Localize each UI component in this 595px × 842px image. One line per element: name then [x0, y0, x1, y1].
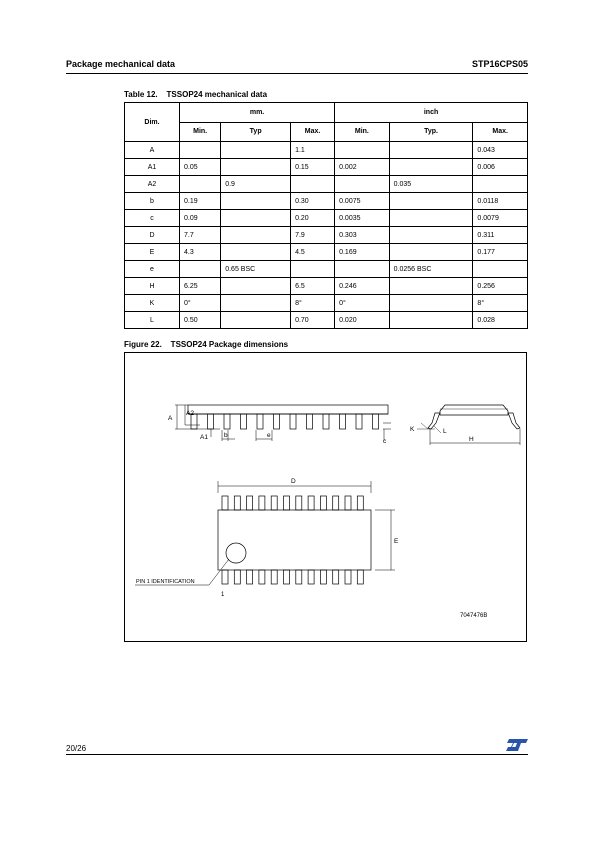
value-cell: 0.05 — [180, 159, 221, 176]
bottom-lead — [271, 570, 277, 584]
label-L: L — [443, 428, 447, 435]
value-cell — [221, 210, 291, 227]
side-lead — [224, 414, 230, 429]
value-cell: 0.002 — [335, 159, 390, 176]
bottom-lead — [308, 570, 314, 584]
table-row — [125, 244, 528, 261]
bottom-lead — [259, 570, 265, 584]
table-row — [125, 210, 528, 227]
value-cell — [389, 142, 473, 159]
table-row — [125, 227, 528, 244]
table-row — [125, 295, 528, 312]
bottom-lead — [333, 570, 339, 584]
value-cell — [221, 142, 291, 159]
value-cell: 4.3 — [180, 244, 221, 261]
pin-one-label: 1 — [221, 592, 225, 598]
dim-cell: A — [125, 142, 180, 159]
side-lead — [356, 414, 362, 429]
mechanical-data-table — [124, 102, 528, 329]
dim-cell: H — [125, 278, 180, 295]
value-cell — [221, 244, 291, 261]
table-row — [125, 278, 528, 295]
header-section-title: Package mechanical data — [66, 59, 176, 69]
value-cell — [389, 210, 473, 227]
value-cell: 7.7 — [180, 227, 221, 244]
value-cell — [221, 312, 291, 329]
side-lead — [257, 414, 263, 429]
top-lead — [333, 496, 339, 510]
value-cell: 0° — [335, 295, 390, 312]
value-cell: 0.0075 — [335, 193, 390, 210]
top-lead — [222, 496, 228, 510]
top-lead — [357, 496, 363, 510]
value-cell: 0.9 — [221, 176, 291, 193]
value-cell — [389, 159, 473, 176]
side-lead — [274, 414, 280, 429]
bottom-lead — [222, 570, 228, 584]
bottom-lead — [296, 570, 302, 584]
inch-max-header: Max. — [473, 122, 528, 142]
top-view — [135, 478, 487, 619]
value-cell: 6.5 — [291, 278, 335, 295]
value-cell: 0.303 — [335, 227, 390, 244]
value-cell: 7.9 — [291, 227, 335, 244]
end-view — [410, 405, 520, 445]
label-A: A — [168, 415, 173, 422]
value-cell: 0.028 — [473, 312, 528, 329]
value-cell — [221, 227, 291, 244]
label-c: c — [383, 438, 387, 445]
value-cell — [180, 261, 221, 278]
dim-cell: L — [125, 312, 180, 329]
label-H: H — [469, 436, 474, 443]
value-cell — [335, 142, 390, 159]
value-cell: 0° — [180, 295, 221, 312]
value-cell: 0.246 — [335, 278, 390, 295]
bottom-lead — [284, 570, 290, 584]
value-cell: 0.0118 — [473, 193, 528, 210]
top-lead — [284, 496, 290, 510]
dim-header: Dim. — [125, 103, 180, 142]
value-cell: 0.19 — [180, 193, 221, 210]
dim-cell: A1 — [125, 159, 180, 176]
side-lead — [373, 414, 379, 429]
inch-typ-header: Typ. — [389, 122, 473, 142]
dim-cell: D — [125, 227, 180, 244]
value-cell: 8° — [291, 295, 335, 312]
value-cell — [291, 261, 335, 278]
label-K: K — [410, 426, 415, 433]
mm-group-header: mm. — [180, 103, 335, 123]
value-cell: 4.5 — [291, 244, 335, 261]
top-lead — [308, 496, 314, 510]
dim-cell: b — [125, 193, 180, 210]
value-cell: 0.169 — [335, 244, 390, 261]
label-A1: A1 — [200, 434, 208, 441]
value-cell: 0.30 — [291, 193, 335, 210]
side-lead — [208, 414, 214, 429]
value-cell: 0.50 — [180, 312, 221, 329]
dim-cell: A2 — [125, 176, 180, 193]
bottom-lead — [234, 570, 240, 584]
table-row — [125, 142, 528, 159]
dim-cell: K — [125, 295, 180, 312]
value-cell: 0.0079 — [473, 210, 528, 227]
value-cell: 0.09 — [180, 210, 221, 227]
value-cell: 6.25 — [180, 278, 221, 295]
mm-max-header: Max. — [291, 122, 335, 142]
value-cell — [473, 261, 528, 278]
label-e: e — [267, 432, 271, 439]
page-number: 20/26 — [66, 744, 87, 753]
top-lead — [320, 496, 326, 510]
dim-cell: c — [125, 210, 180, 227]
value-cell — [389, 244, 473, 261]
bottom-lead — [345, 570, 351, 584]
drawing-number: 7047476B — [460, 613, 488, 619]
bottom-lead — [357, 570, 363, 584]
header-rule — [66, 73, 528, 74]
value-cell: 8° — [473, 295, 528, 312]
st-logo-icon — [505, 738, 529, 757]
value-cell — [180, 176, 221, 193]
value-cell — [291, 176, 335, 193]
value-cell: 1.1 — [291, 142, 335, 159]
dim-cell: E — [125, 244, 180, 261]
top-lead — [259, 496, 265, 510]
table-row — [125, 193, 528, 210]
table-caption: Table 12. TSSOP24 mechanical data — [124, 90, 268, 99]
top-lead — [234, 496, 240, 510]
value-cell: 0.043 — [473, 142, 528, 159]
value-cell — [221, 295, 291, 312]
value-cell — [389, 312, 473, 329]
value-cell — [473, 176, 528, 193]
value-cell — [389, 193, 473, 210]
value-cell — [389, 295, 473, 312]
side-lead — [241, 414, 247, 429]
table-row — [125, 159, 528, 176]
side-lead — [323, 414, 329, 429]
package-dimensions-figure — [124, 352, 527, 642]
value-cell — [221, 159, 291, 176]
value-cell: 0.0035 — [335, 210, 390, 227]
label-A2: A2 — [186, 410, 194, 417]
top-lead — [345, 496, 351, 510]
package-drawing — [125, 353, 528, 643]
header-part-number: STP16CPS05 — [471, 59, 528, 69]
bottom-lead — [320, 570, 326, 584]
side-lead — [340, 414, 346, 429]
bottom-lead — [247, 570, 253, 584]
label-D: D — [291, 478, 296, 485]
mm-typ-header: Typ — [221, 122, 291, 142]
value-cell: 0.035 — [389, 176, 473, 193]
inch-min-header: Min. — [335, 122, 390, 142]
table-row — [125, 312, 528, 329]
value-cell: 0.65 BSC — [221, 261, 291, 278]
value-cell: 0.020 — [335, 312, 390, 329]
figure-caption: Figure 22. TSSOP24 Package dimensions — [124, 340, 289, 349]
value-cell: 0.256 — [473, 278, 528, 295]
label-E: E — [394, 538, 399, 545]
top-lead — [247, 496, 253, 510]
side-lead — [290, 414, 296, 429]
value-cell — [180, 142, 221, 159]
value-cell — [335, 261, 390, 278]
value-cell: 0.177 — [473, 244, 528, 261]
value-cell: 0.70 — [291, 312, 335, 329]
value-cell: 0.006 — [473, 159, 528, 176]
value-cell — [389, 227, 473, 244]
dim-cell: e — [125, 261, 180, 278]
inch-group-header: inch — [335, 103, 528, 123]
label-b: b — [224, 432, 228, 439]
value-cell: 0.311 — [473, 227, 528, 244]
top-lead — [271, 496, 277, 510]
side-lead — [307, 414, 313, 429]
footer-rule — [66, 754, 528, 755]
value-cell — [335, 176, 390, 193]
side-view — [168, 405, 391, 445]
mm-min-header: Min. — [180, 122, 221, 142]
top-lead — [296, 496, 302, 510]
table-row — [125, 261, 528, 278]
table-row — [125, 176, 528, 193]
value-cell: 0.15 — [291, 159, 335, 176]
value-cell: 0.20 — [291, 210, 335, 227]
value-cell: 0.0256 BSC — [389, 261, 473, 278]
value-cell — [221, 193, 291, 210]
pin1-identification-label: PIN 1 IDENTIFICATION — [136, 579, 195, 585]
value-cell — [221, 278, 291, 295]
value-cell — [389, 278, 473, 295]
